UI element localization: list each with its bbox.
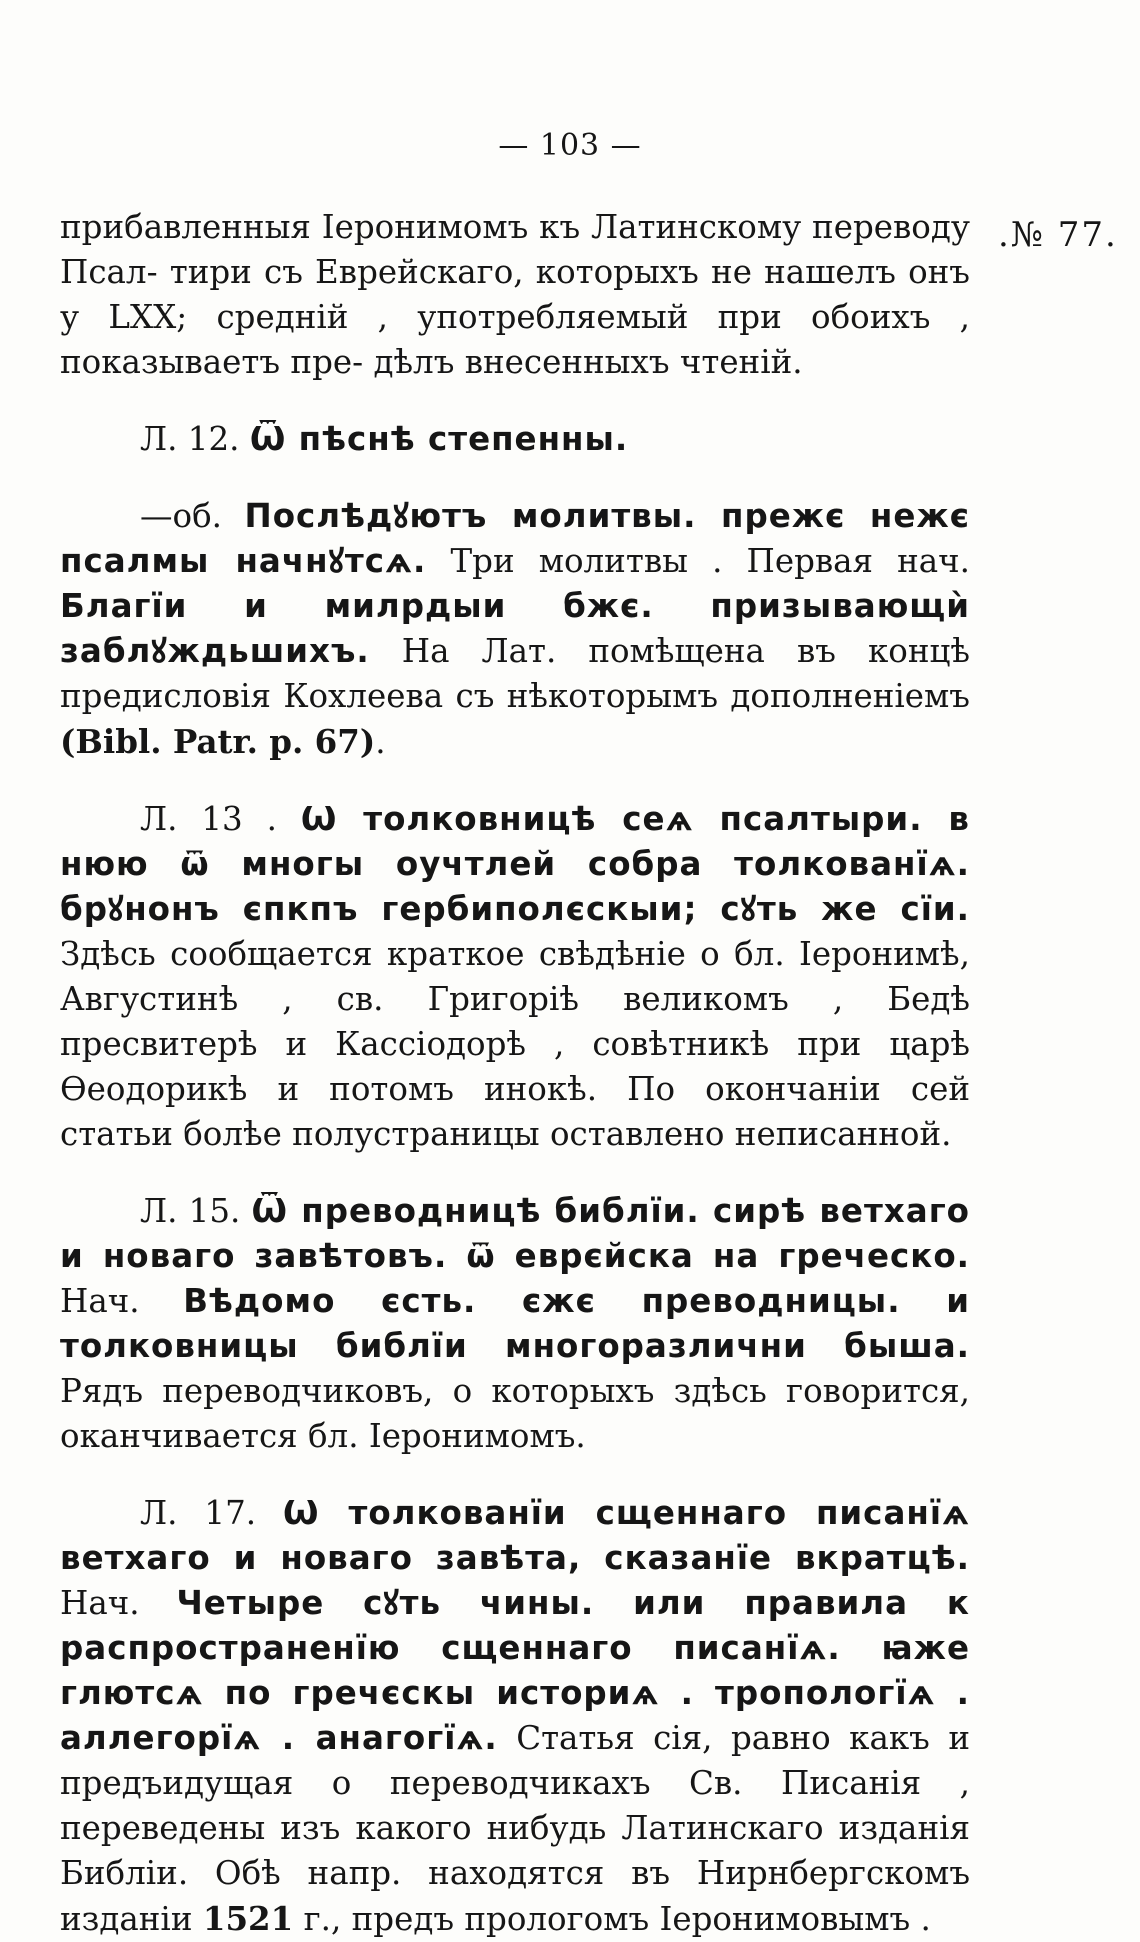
bibliographic-ref: (Bibl. Patr. p. 67): [60, 722, 376, 761]
punctuation: .: [375, 723, 386, 761]
text-line: средній , употребляемый при обоихъ , показываетъ пре-: [60, 298, 970, 381]
church-slavonic-text: Ѿ пѣснѣ степенны.: [249, 420, 629, 458]
main-text: [60, 205, 970, 1942]
church-slavonic-text: Благїи и милрдыи бжє. призывающѝ заблꙋждьшихъ.: [60, 587, 970, 670]
entry-l13: [60, 797, 970, 1157]
leaf-ref: Л. 13 .: [140, 800, 277, 838]
church-slavonic-text: Четыре сꙋть чины. или правила к распространенїю сщеннаго писанїѧ. ꙗже глютсѧ по гречєскы историѧ . тропологїѧ . аллегорїѧ . анагогїѧ.: [60, 1584, 970, 1757]
entry-l12-verso: [60, 494, 970, 765]
text-line: прибавленныя Іеронимомъ къ Латинскому переводу Псал-: [60, 208, 970, 291]
leaf-ref: —об.: [140, 497, 222, 535]
description-text: Статья сія, равно какъ и предъидущая о переводчикахъ Св. Писанія , переведены изъ какого нибудь Латинскаго изданія Библіи. Обѣ напр. находятся въ Нирнбергскомъ изданіи: [60, 1719, 970, 1938]
church-slavonic-text: Вѣдомо єсть. єжє преводницы. и толковницы библїи многоразлични быша.: [60, 1282, 971, 1365]
description-text: Здѣсь сообщается краткое свѣдѣніе о бл. Іеронимѣ, Августинѣ , св. Григоріѣ великомъ , Бедѣ пресвитерѣ и Кассіодорѣ , совѣтникѣ при царѣ Ѳеодорикѣ и потомъ инокѣ. По окончаніи сей статьи болѣе полустраницы оставлено неписанной.: [60, 935, 970, 1153]
church-slavonic-text: Ѿ преводницѣ библїи. сирѣ ветхаго и новаго завѣтовъ. ѿ еврєйска на греческо.: [60, 1192, 970, 1275]
entry-l15: [60, 1189, 970, 1459]
description-text: Три молитвы . Первая нач.: [426, 542, 971, 580]
text-line: дѣлъ внесенныхъ чтеній.: [373, 343, 803, 381]
leaf-ref: Л. 15.: [140, 1192, 241, 1230]
description-text: Нач.: [60, 1584, 177, 1622]
text-line: тири съ Еврейскаго, которыхъ не нашелъ онъ у LXX;: [60, 253, 970, 336]
page-number: — 103 —: [498, 128, 642, 163]
church-slavonic-text: Ѡ толкованїи сщеннаго писанїѧ ветхаго и новаго завѣта, сказанїе вкратцѣ.: [60, 1494, 971, 1577]
margin-note: .№ 77.: [998, 215, 1118, 255]
year: 1521: [202, 1899, 294, 1938]
church-slavonic-text: Ѡ толковницѣ сеѧ псалтыри. в нюю ѿ многы оучтлей собра толкованїѧ. брꙋнонъ єпкпъ гербиполєскыи; сꙋть же сїи.: [60, 800, 970, 928]
paragraph-continuation: [60, 205, 970, 385]
church-slavonic-text: Послѣдꙋютъ молитвы. прежє нежє псалмы начнꙋтсѧ.: [60, 497, 970, 580]
description-text: На Лат. помѣщена въ концѣ предисловія Кохлеева съ нѣкоторымъ дополненіемъ: [60, 632, 970, 715]
leaf-ref: Л. 17.: [140, 1494, 257, 1532]
description-text: г., предъ прологомъ Іеронимовымъ .: [293, 1900, 931, 1938]
leaf-ref: Л. 12.: [140, 420, 240, 458]
description-text: Рядъ переводчиковъ, о которыхъ здѣсь говорится, оканчивается бл. Іеронимомъ.: [60, 1372, 970, 1455]
description-text: Нач.: [60, 1282, 184, 1320]
entry-l17: [60, 1491, 970, 1942]
entry-l12: [60, 417, 970, 462]
